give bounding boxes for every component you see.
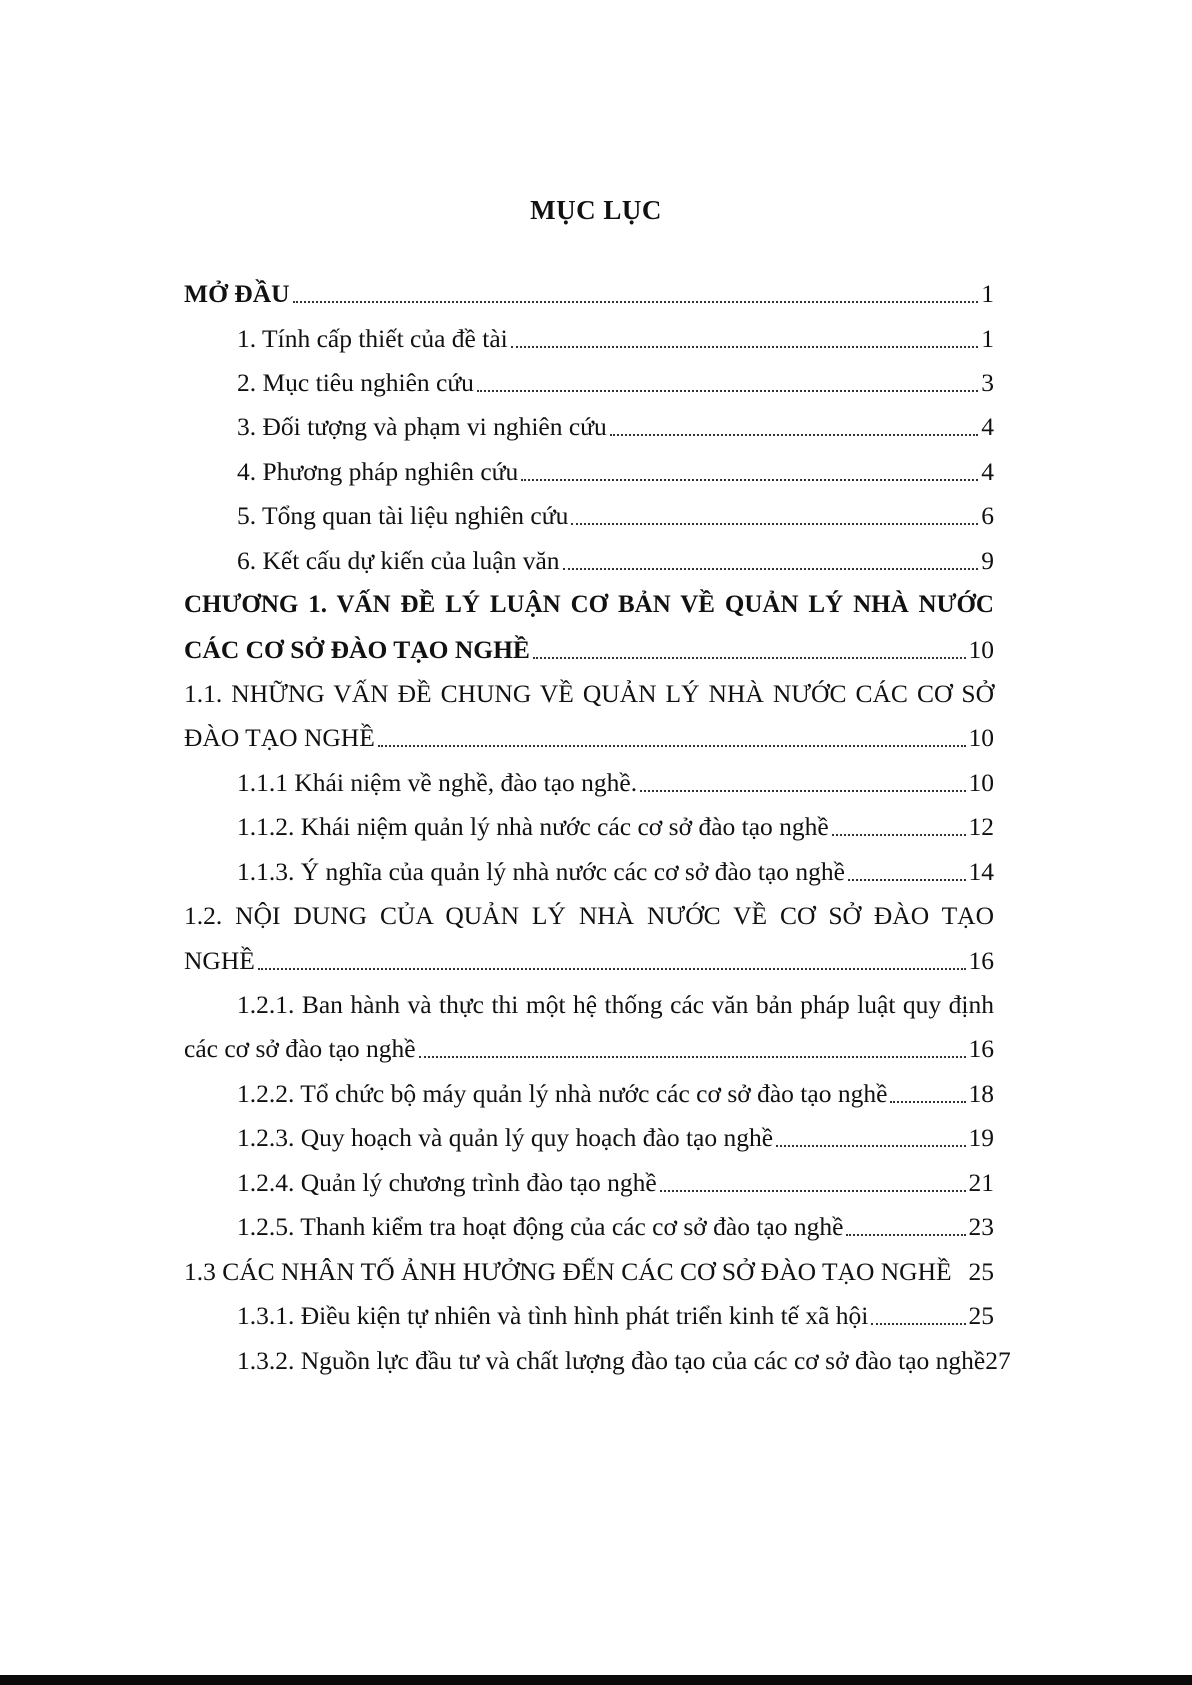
toc-entry-text: 1.2.4. Quản lý chương trình đào tạo nghề	[237, 1168, 657, 1197]
leader-dots	[293, 301, 979, 303]
toc-section-line1[interactable]	[184, 892, 994, 932]
toc-entry-text: 1.2.1. Ban hành và thực thi một hệ thống các văn bản pháp luật quy định	[237, 990, 994, 1019]
toc-chapter-line2[interactable]	[184, 626, 994, 666]
toc-entry[interactable]	[237, 1292, 994, 1332]
toc-entry[interactable]	[237, 1159, 994, 1199]
toc-entry-text: ĐÀO TẠO NGHỀ	[184, 723, 375, 752]
toc-entry-text: 1.2.5. Thanh kiểm tra hoạt động của các cơ sở đào tạo nghề	[237, 1212, 844, 1241]
toc-chapter-line1[interactable]	[184, 581, 994, 621]
leader-dots	[258, 968, 966, 970]
toc-section-line2[interactable]	[184, 714, 994, 754]
toc-entry-text: 1.3.2. Nguồn lực đầu tư và chất lượng đào tạo của các cơ sở đào tạo nghề	[237, 1346, 986, 1375]
toc-section-line2[interactable]	[184, 937, 994, 977]
toc-entry-page: 1	[981, 279, 994, 308]
leader-dots	[890, 1101, 965, 1103]
toc-entry-text: MỞ ĐẦU	[184, 279, 290, 308]
toc-entry-page: 6	[981, 501, 994, 530]
leader-dots	[640, 790, 965, 792]
toc-entry-page: 16	[968, 946, 994, 975]
toc-section-line1[interactable]	[184, 670, 994, 710]
toc-entry[interactable]	[237, 315, 994, 355]
toc-entry-page: 16	[968, 1034, 994, 1063]
leader-dots	[871, 1323, 965, 1325]
toc-entry[interactable]	[237, 1070, 994, 1110]
toc-entry-text: CHƯƠNG 1. VẤN ĐỀ LÝ LUẬN CƠ BẢN VỀ QUẢN LÝ NHÀ NƯỚC	[184, 591, 994, 618]
toc-entry[interactable]	[237, 492, 994, 532]
toc-entry-page: 27	[985, 1346, 1011, 1375]
toc-entry-text: 6. Kết cấu dự kiến của luận văn	[237, 546, 560, 575]
toc-entry-text: các cơ sở đào tạo nghề	[184, 1034, 416, 1063]
toc-entry-page: 4	[981, 412, 994, 441]
toc-entry[interactable]	[237, 1203, 994, 1243]
leader-dots	[511, 346, 979, 348]
toc-entry-page: 3	[981, 368, 994, 397]
toc-entry-text: 1.2.2. Tổ chức bộ máy quản lý nhà nước các cơ sở đào tạo nghề	[237, 1079, 888, 1108]
leader-dots	[848, 879, 965, 881]
toc-entry-text: NGHỀ	[184, 946, 255, 975]
toc-entry[interactable]	[237, 448, 994, 488]
leader-dots	[846, 1234, 965, 1236]
toc-entry-page: 21	[968, 1168, 994, 1197]
toc-entry-text: 1.3 CÁC NHÂN TỐ ẢNH HƯỞNG ĐẾN CÁC CƠ SỞ ĐÀO TẠO NGHỀ	[184, 1257, 952, 1286]
leader-dots	[533, 657, 966, 659]
toc-entry-page: 10	[968, 635, 994, 664]
leader-dots	[571, 523, 978, 525]
leader-dots	[378, 745, 966, 747]
toc-entry[interactable]	[237, 403, 994, 443]
toc-entry-text: 1.1.2. Khái niệm quản lý nhà nước các cơ sở đào tạo nghề	[237, 812, 829, 841]
toc-entry-page: 14	[968, 857, 994, 886]
toc-entry-mo-dau[interactable]	[184, 270, 994, 310]
toc-entry[interactable]	[237, 848, 994, 888]
toc-entry-text: 1.1.1 Khái niệm về nghề, đào tạo nghề.	[237, 768, 638, 797]
toc-entry[interactable]	[237, 1114, 994, 1154]
leader-dots	[776, 1145, 965, 1147]
toc-entry-text: 1.2.3. Quy hoạch và quản lý quy hoạch đào tạo nghề	[237, 1123, 774, 1152]
toc-entry-page: 9	[981, 546, 994, 575]
toc-entry-text: 1.2. NỘI DUNG CỦA QUẢN LÝ NHÀ NƯỚC VỀ CƠ SỞ ĐÀO TẠO	[184, 901, 994, 930]
toc-entry-page: 19	[968, 1123, 994, 1152]
toc-entry-page: 4	[981, 457, 994, 486]
toc-entry-page: 1	[981, 324, 994, 353]
toc-entry-text: 2. Mục tiêu nghiên cứu	[237, 368, 474, 397]
toc-entry[interactable]	[237, 803, 994, 843]
toc-section[interactable]	[184, 1248, 994, 1288]
leader-dots	[521, 479, 978, 481]
toc-entry-text: 1.1. NHỮNG VẤN ĐỀ CHUNG VỀ QUẢN LÝ NHÀ NƯỚC CÁC CƠ SỞ	[184, 679, 994, 708]
toc-entry-page: 25	[968, 1257, 994, 1286]
toc-entry-text: 3. Đối tượng và phạm vi nghiên cứu	[237, 412, 607, 441]
toc-subsection-line1[interactable]	[237, 981, 994, 1021]
toc-entry-text: 1.1.3. Ý nghĩa của quản lý nhà nước các cơ sở đào tạo nghề	[237, 857, 846, 886]
leader-dots	[419, 1056, 966, 1058]
leader-dots	[477, 390, 978, 392]
toc-entry-page: 18	[968, 1079, 994, 1108]
toc-entry-page: 23	[968, 1212, 994, 1241]
page-title: MỤC LỤC	[530, 195, 662, 225]
toc-entry-page: 10	[968, 768, 994, 797]
toc-entry-page: 12	[968, 812, 994, 841]
toc-entry[interactable]	[237, 759, 994, 799]
leader-dots	[610, 434, 979, 436]
toc-entry-page: 10	[968, 723, 994, 752]
leader-dots	[660, 1190, 966, 1192]
leader-dots	[832, 834, 966, 836]
toc-subsection-line2[interactable]	[184, 1025, 994, 1065]
toc-entry-text: 1. Tính cấp thiết của đề tài	[237, 324, 508, 353]
toc-entry-text: 5. Tổng quan tài liệu nghiên cứu	[237, 501, 569, 530]
toc-entry-text: 1.3.1. Điều kiện tự nhiên và tình hình phát triển kinh tế xã hội	[237, 1301, 869, 1330]
toc-entry-text: 4. Phương pháp nghiên cứu	[237, 457, 519, 486]
toc-entry[interactable]	[237, 537, 994, 577]
toc-entry-page: 25	[968, 1301, 994, 1330]
toc-entry[interactable]	[237, 359, 994, 399]
leader-dots	[563, 568, 979, 570]
toc-entry[interactable]	[237, 1337, 1027, 1377]
toc-entry-text: CÁC CƠ SỞ ĐÀO TẠO NGHỀ	[184, 635, 530, 664]
scan-edge-bar	[0, 1675, 1192, 1685]
